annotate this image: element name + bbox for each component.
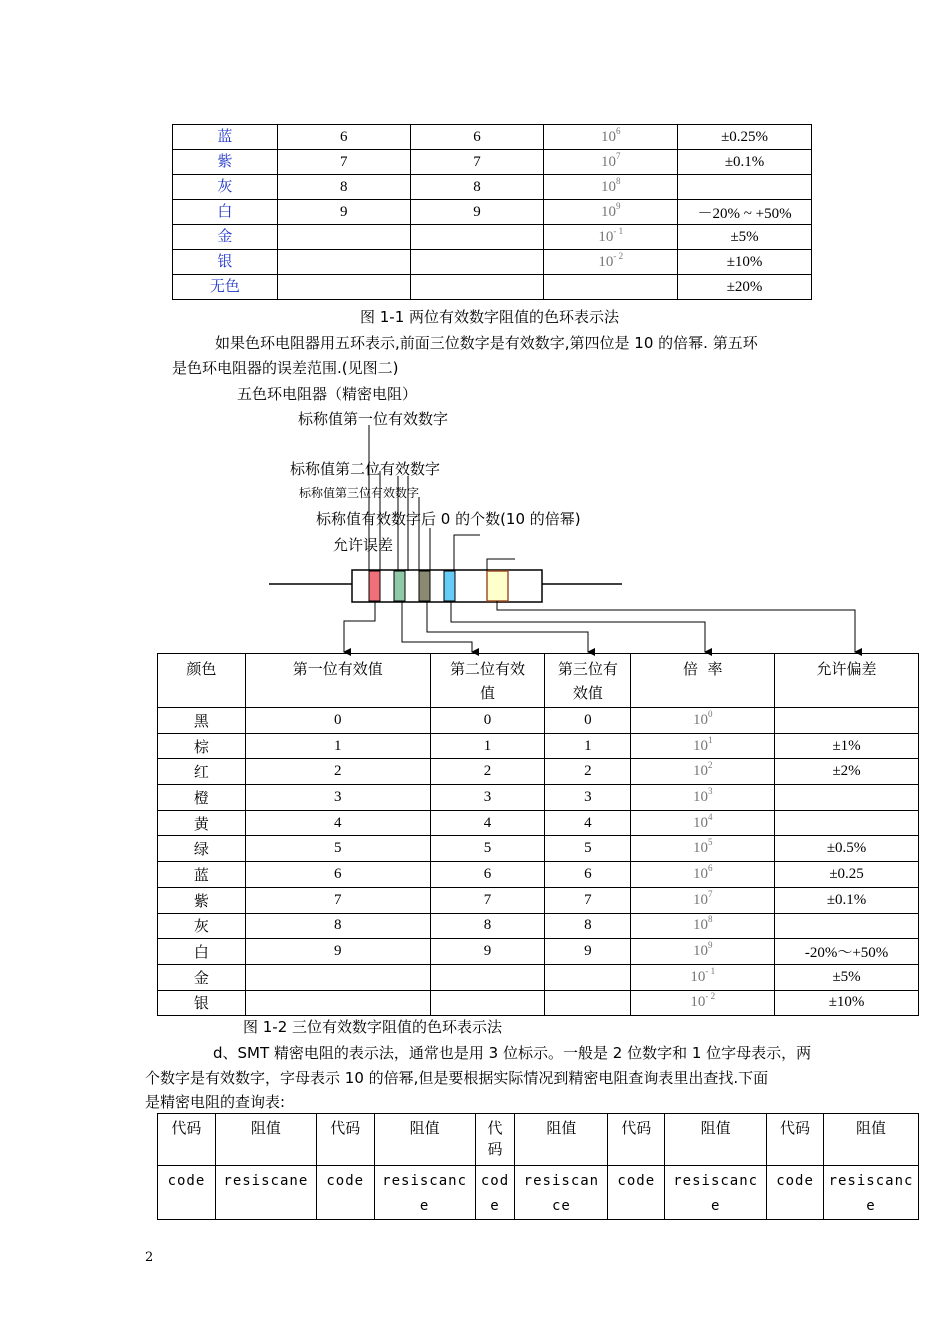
table2-row: [158, 990, 919, 1016]
resistance-label: resiscan ce: [515, 1166, 608, 1220]
tolerance: ±0.5%: [775, 836, 919, 862]
tolerance: ±5%: [678, 225, 812, 250]
paragraph-2-line-1: d、SMT 精密电阻的表示法，通常也是用 3 位标示。一般是 2 位数字和 1 位字母表示，两: [213, 1044, 812, 1062]
multiplier: $10^2$: [631, 759, 775, 785]
header-resistance: 阻值: [823, 1114, 918, 1166]
multiplier: $10^6$: [631, 862, 775, 888]
lower-leaders: [344, 601, 855, 652]
resistance-label: resiscanc e: [823, 1166, 918, 1220]
multiplier: $10^{- 1}$: [544, 225, 678, 250]
band-4: [444, 571, 455, 601]
table2-row: [158, 785, 919, 811]
header-code: 代码: [767, 1114, 824, 1166]
multiplier: $10^3$: [631, 785, 775, 811]
first-digit: 7: [245, 887, 430, 913]
first-digit: 5: [245, 836, 430, 862]
tolerance: [775, 785, 919, 811]
color-name: 棕: [158, 733, 246, 759]
table2-row: [158, 759, 919, 785]
tolerance: [775, 708, 919, 734]
multiplier: $10^9$: [631, 939, 775, 965]
tolerance: ±2%: [775, 759, 919, 785]
paragraph-2-line-3: 是精密电阻的查询表:: [145, 1093, 286, 1111]
table2-row: [158, 964, 919, 990]
color-name: 金: [158, 964, 246, 990]
code-label: code: [767, 1166, 824, 1220]
third-digit: 0: [545, 708, 631, 734]
multiplier: $10^8$: [631, 913, 775, 939]
resistance-label: resiscanc e: [665, 1166, 767, 1220]
code-label: code: [316, 1166, 374, 1220]
header-color: 颜色: [158, 654, 246, 708]
multiplier: $10^7$: [631, 887, 775, 913]
first-digit: 8: [245, 913, 430, 939]
color-name: 银: [158, 990, 246, 1016]
multiplier: $10^9$: [544, 200, 678, 225]
page-number: 2: [145, 1250, 154, 1265]
resistance-label: resiscanc e: [374, 1166, 475, 1220]
header-code: 代码: [316, 1114, 374, 1166]
band-2: [394, 571, 405, 601]
second-digit: 8: [430, 913, 545, 939]
paragraph-2-line-2: 个数字是有效数字，字母表示 10 的倍幂,但是要根据实际情况到精密电阻查询表里出查找.下面: [145, 1069, 769, 1087]
header-resistance: 阻值: [374, 1114, 475, 1166]
header-code: 代 码: [475, 1114, 515, 1166]
code-label: code: [158, 1166, 216, 1220]
tolerance: ±10%: [678, 250, 812, 275]
code-label: cod e: [475, 1166, 515, 1220]
third-digit: 2: [545, 759, 631, 785]
caption-fig-1-1: 图 1-1 两位有效数字阻值的色环表示法: [360, 308, 620, 326]
tolerance: [775, 913, 919, 939]
table3-label-row: [158, 1166, 919, 1220]
color-name: 白: [173, 200, 278, 225]
multiplier: $10^{- 2}$: [631, 990, 775, 1016]
second-digit: 6: [410, 125, 544, 150]
color-name: 蓝: [158, 862, 246, 888]
third-digit: 6: [545, 862, 631, 888]
table2-row: [158, 836, 919, 862]
header-code: 代码: [158, 1114, 216, 1166]
header-tolerance: 允许偏差: [775, 654, 919, 708]
table-smt-lookup: [157, 1113, 919, 1220]
multiplier: $10^4$: [631, 810, 775, 836]
first-digit: [245, 964, 430, 990]
header-third: 第三位有 效值: [545, 654, 631, 708]
color-name: 无色: [173, 275, 278, 300]
tolerance: ±5%: [775, 964, 919, 990]
table2-row: [158, 913, 919, 939]
caption-fig-1-2: 图 1-2 三位有效数字阻值的色环表示法: [243, 1018, 503, 1036]
second-digit: 7: [410, 150, 544, 175]
multiplier: $10^8$: [544, 175, 678, 200]
color-name: 灰: [158, 913, 246, 939]
label-second-digit: 标称值第二位有效数字: [290, 460, 441, 478]
tolerance: ±0.25%: [678, 125, 812, 150]
second-digit: 4: [430, 810, 545, 836]
header-resistance: 阻值: [665, 1114, 767, 1166]
tolerance: －20% ~ +50%: [678, 200, 812, 225]
table2-header-row: [158, 654, 919, 708]
color-name: 黑: [158, 708, 246, 734]
label-third-digit: 标称值第三位有效数字: [299, 486, 420, 500]
second-digit: 2: [430, 759, 545, 785]
first-digit: 2: [245, 759, 430, 785]
second-digit: 9: [410, 200, 544, 225]
third-digit: 5: [545, 836, 631, 862]
band-1: [369, 571, 380, 601]
first-digit: 0: [245, 708, 430, 734]
color-name: 紫: [173, 150, 278, 175]
color-name: 橙: [158, 785, 246, 811]
label-first-digit: 标称值第一位有效数字: [298, 410, 449, 428]
color-name: 红: [158, 759, 246, 785]
multiplier: $10^{- 2}$: [544, 250, 678, 275]
band-3: [419, 571, 430, 601]
first-digit: 9: [277, 200, 410, 225]
paragraph-1-line-1: 如果色环电阻器用五环表示,前面三位数字是有效数字,第四位是 10 的倍幂. 第五环: [215, 334, 758, 352]
multiplier: $10^{- 1}$: [631, 964, 775, 990]
tolerance: ±0.1%: [678, 150, 812, 175]
third-digit: [545, 990, 631, 1016]
table2-row: [158, 862, 919, 888]
tolerance: ±10%: [775, 990, 919, 1016]
code-label: code: [608, 1166, 665, 1220]
multiplier: $10^6$: [544, 125, 678, 150]
color-name: 黄: [158, 810, 246, 836]
second-digit: [430, 990, 545, 1016]
tolerance: [775, 810, 919, 836]
second-digit: 8: [410, 175, 544, 200]
tolerance: ±1%: [775, 733, 919, 759]
table2-row: [158, 708, 919, 734]
second-digit: 5: [430, 836, 545, 862]
color-name: 灰: [173, 175, 278, 200]
first-digit: 4: [245, 810, 430, 836]
second-digit: 6: [430, 862, 545, 888]
second-digit: 1: [430, 733, 545, 759]
third-digit: 9: [545, 939, 631, 965]
first-digit: 1: [245, 733, 430, 759]
second-digit: 0: [430, 708, 545, 734]
header-first: 第一位有效值: [245, 654, 430, 708]
first-digit: 3: [245, 785, 430, 811]
header-resistance: 阻值: [515, 1114, 608, 1166]
third-digit: 3: [545, 785, 631, 811]
table-three-digit: [157, 653, 919, 1016]
third-digit: 8: [545, 913, 631, 939]
multiplier: $10^1$: [631, 733, 775, 759]
color-name: 紫: [158, 887, 246, 913]
second-digit: 7: [430, 887, 545, 913]
color-name: 绿: [158, 836, 246, 862]
table2-row: [158, 939, 919, 965]
upper-leaders: [369, 425, 515, 571]
header-second: 第二位有效 值: [430, 654, 545, 708]
tolerance: -20%～+50%: [775, 939, 919, 965]
table2-row: [158, 810, 919, 836]
second-digit: 3: [430, 785, 545, 811]
tolerance: ±20%: [678, 275, 812, 300]
header-resistance: 阻值: [215, 1114, 316, 1166]
second-digit: [430, 964, 545, 990]
first-digit: 7: [277, 150, 410, 175]
tolerance: ±0.25: [775, 862, 919, 888]
table2-row: [158, 887, 919, 913]
first-digit: 6: [277, 125, 410, 150]
color-name: 白: [158, 939, 246, 965]
band-5: [487, 571, 508, 601]
color-name: 金: [173, 225, 278, 250]
paragraph-1-line-2: 是色环电阻器的误差范围.(见图二): [172, 359, 399, 377]
diagram-title: 五色环电阻器（精密电阻）: [237, 385, 418, 403]
multiplier: $10^0$: [631, 708, 775, 734]
multiplier: $10^7$: [544, 150, 678, 175]
first-digit: 8: [277, 175, 410, 200]
third-digit: [545, 964, 631, 990]
third-digit: 1: [545, 733, 631, 759]
header-multiplier: 倍 率: [631, 654, 775, 708]
second-digit: 9: [430, 939, 545, 965]
third-digit: 7: [545, 887, 631, 913]
color-name: 蓝: [173, 125, 278, 150]
label-tolerance: 允许误差: [333, 536, 394, 554]
color-name: 银: [173, 250, 278, 275]
label-multiplier: 标称值有效数字后 0 的个数(10 的倍幂): [316, 510, 581, 528]
multiplier: $10^5$: [631, 836, 775, 862]
third-digit: 4: [545, 810, 631, 836]
header-code: 代码: [608, 1114, 665, 1166]
tolerance: ±0.1%: [775, 887, 919, 913]
first-digit: [245, 990, 430, 1016]
table3-header-row: [158, 1114, 919, 1166]
table2-row: [158, 733, 919, 759]
first-digit: 6: [245, 862, 430, 888]
resistance-label: resiscane: [215, 1166, 316, 1220]
first-digit: 9: [245, 939, 430, 965]
